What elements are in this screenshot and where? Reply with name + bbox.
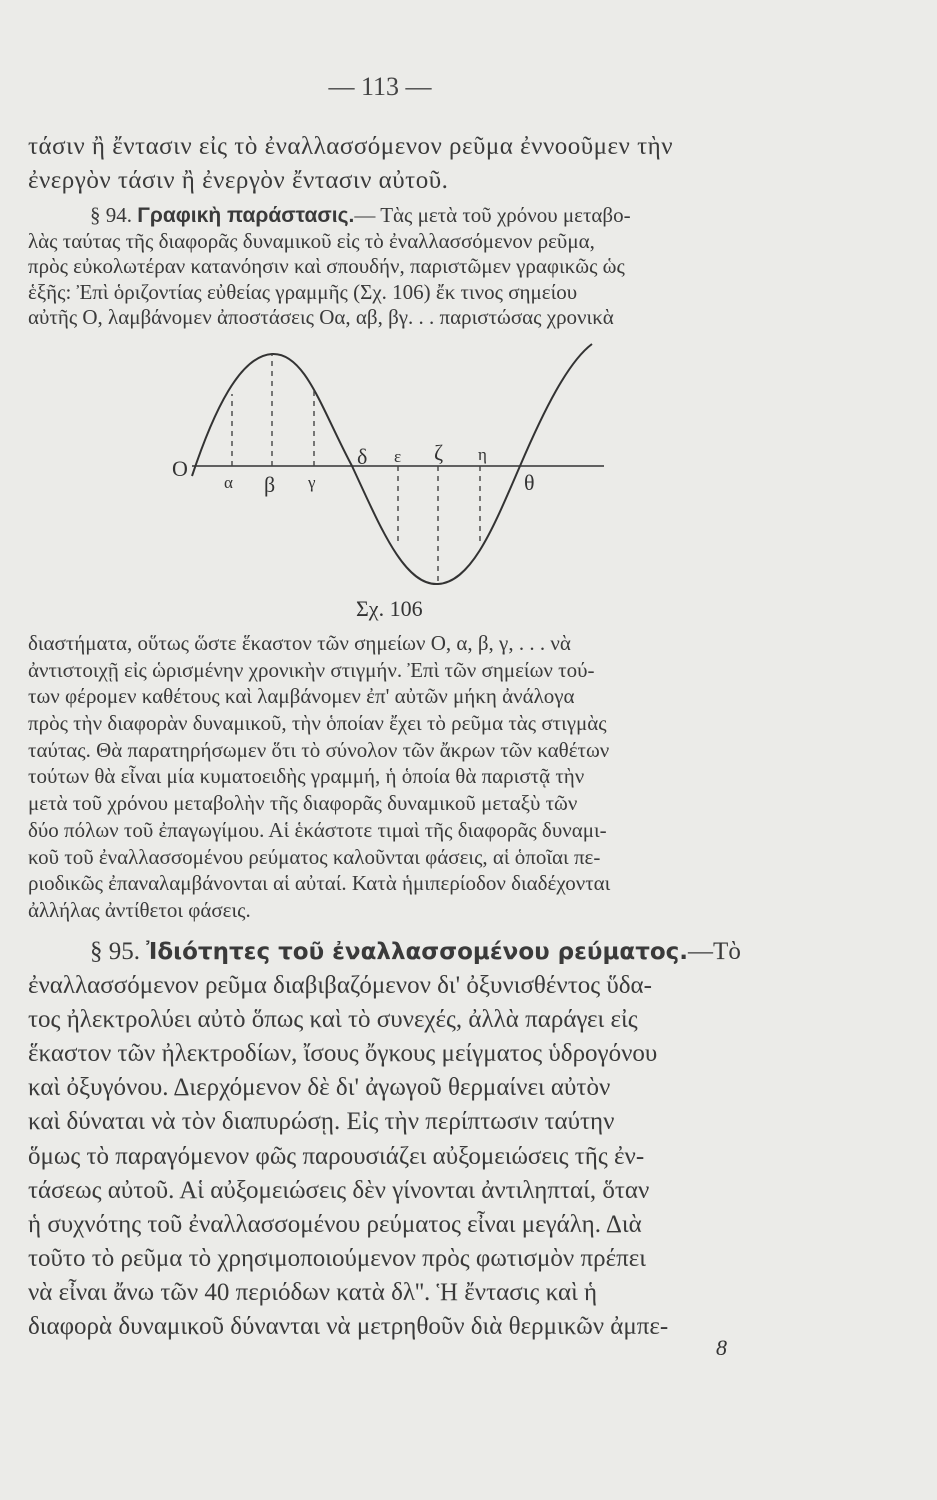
text-line: ἀλλήλας ἀντίθετοι φάσεις.	[28, 897, 251, 922]
label-delta: δ	[357, 444, 368, 469]
text-line: ἀντιστοιχῇ εἰς ὡρισμένην χρονικὴν στιγμήν. Ἐπὶ τῶν σημείων τού-	[28, 657, 595, 682]
paragraph-intro	[28, 130, 768, 198]
label-alpha: α	[224, 473, 233, 492]
section-94	[28, 203, 768, 331]
text-line: μετὰ τοῦ χρόνου μεταβολὴν τῆς διαφορᾶς δυναμικοῦ μεταξὺ τῶν	[28, 791, 578, 816]
text-line: αὐτῆς Ο, λαμβάνομεν ἀποστάσεις Οα, αβ, βγ. . . παριστώσας χρονικὰ	[28, 305, 614, 329]
text-line: δύο πόλων τοῦ ἐπαγωγίμου. Αἱ ἑκάστοτε τιμαὶ τῆς διαφορᾶς δυναμι-	[28, 817, 607, 842]
page-number: — 113 —	[328, 72, 432, 101]
text-line: ἕκαστον τῶν ἠλεκτροδίων, ἴσους ὄγκους μείγματος ὑδρογόνου	[28, 1040, 658, 1068]
text-line: ἐνεργὸν τάσιν ἢ ἐνεργὸν ἔντασιν αὐτοῦ.	[28, 167, 449, 194]
sine-curve	[192, 344, 592, 584]
paragraph-continued	[28, 630, 768, 924]
section-heading-line	[28, 935, 768, 969]
text-line: ἡ συχνότης τοῦ ἐναλλασσομένου ρεύματος εἶναι μεγάλη. Διὰ	[28, 1210, 642, 1238]
text-line: διαστήματα, οὕτως ὥστε ἕκαστον τῶν σημείων Ο, α, β, γ, . . . νὰ	[28, 631, 571, 655]
text-line: πρὸς τὴν διαφορὰν δυναμικοῦ, τὴν ὁποίαν ἔχει τὸ ρεῦμα τὰς στιγμὰς	[28, 711, 607, 736]
section-title: Γραφικὴ παράστασις.	[137, 204, 355, 227]
text-line: τάσιν ἢ ἔντασιν εἰς τὸ ἐναλλασσόμενον ρεῦμα ἐννοοῦμεν τὴν	[28, 133, 674, 160]
text-line: τοῦτο τὸ ρεῦμα τὸ χρησιμοποιούμενον πρὸς φωτισμὸν πρέπει	[28, 1244, 646, 1272]
text-line: τος ἠλεκτρολύει αὐτὸ ὅπως καὶ τὸ συνεχές, ἀλλὰ παράγει εἰς	[28, 1006, 638, 1034]
section-title: Ἰδιότητες τοῦ ἐναλλασσομένου ρεύματος.	[146, 939, 689, 965]
sine-wave-figure	[0, 330, 937, 610]
label-O: O	[172, 456, 188, 481]
text-line: — Τὰς μετὰ τοῦ χρόνου μεταβο-	[354, 203, 631, 227]
label-epsilon: ε	[394, 447, 402, 466]
text-line: τάσεως αὐτοῦ. Αἱ αὐξομειώσεις δὲν γίνονται ἀντιληπταί, ὅταν	[28, 1176, 650, 1204]
label-beta: β	[264, 472, 276, 497]
text-line: ὅμως τὸ παραγόμενον φῶς παρουσιάζει αὐξομειώσεις τῆς ἐν-	[28, 1142, 645, 1170]
text-line: πρὸς εὐκολωτέραν κατανόησιν καὶ σπουδήν, παριστῶμεν γραφικῶς ὡς	[28, 254, 625, 278]
text-line: ριοδικῶς ἐπαναλαμβάνονται αἱ αὐταί. Κατὰ ἡμιπερίοδον διαδέχονται	[28, 871, 611, 896]
text-line: διαφορὰ δυναμικοῦ δύνανται νὰ μετρηθοῦν διὰ θερμικῶν ἀμπε-	[28, 1313, 669, 1341]
text-line: ἑξῆς: Ἐπὶ ὁριζοντίας εὐθείας γραμμῆς (Σχ. 106) ἔκ τινος σημείου	[28, 279, 578, 304]
text-line: νὰ εἶναι ἄνω τῶν 40 περιόδων κατὰ δλ''. Ἡ ἔντασις καὶ ἡ	[28, 1278, 598, 1306]
text-line: κοῦ τοῦ ἐναλλασσομένου ρεύματος καλοῦνται φάσεις, αἱ ὁποῖαι πε-	[28, 844, 601, 869]
label-eta: η	[478, 445, 487, 464]
text-line: —Τὸ	[688, 938, 741, 965]
text-line: καὶ δύναται νὰ τὸν διαπυρώσῃ. Εἰς τὴν περίπτωσιν ταύτην	[28, 1108, 615, 1136]
text-line: των φέρομεν καθέτους καὶ λαμβάνομεν ἐπ' αὐτῶν μήκη ἀνάλογα	[28, 684, 575, 709]
text-line: λὰς ταύτας τῆς διαφορᾶς δυναμικοῦ εἰς τὸ ἐναλλασσόμενον ρεῦμα,	[28, 228, 595, 253]
section-95	[28, 935, 768, 1344]
section-number: § 94.	[90, 203, 132, 227]
label-zeta: ζ	[434, 440, 444, 465]
label-gamma: γ	[308, 473, 316, 492]
label-theta: θ	[524, 470, 535, 495]
section-heading-line	[28, 203, 768, 229]
text-line: τούτων θὰ εἶναι μία κυματοειδὴς γραμμή, ἡ ὁποία θὰ παριστᾷ τὴν	[28, 764, 585, 789]
text-line: καὶ ὀξυγόνου. Διερχόμενον δὲ δι' ἀγωγοῦ θερμαίνει αὐτὸν	[28, 1074, 611, 1102]
text-line: ταύτας. Θὰ παρατηρήσωμεν ὅτι τὸ σύνολον τῶν ἄκρων τῶν καθέτων	[28, 737, 610, 762]
signature-mark: 8	[716, 1335, 727, 1360]
text-line: ἐναλλασσόμενον ρεῦμα διαβιβαζόμενον δι' ὀξυνισθέντος ὕδα-	[28, 972, 652, 1000]
figure-caption: Σχ. 106	[356, 596, 423, 621]
section-number: § 95.	[90, 938, 140, 965]
